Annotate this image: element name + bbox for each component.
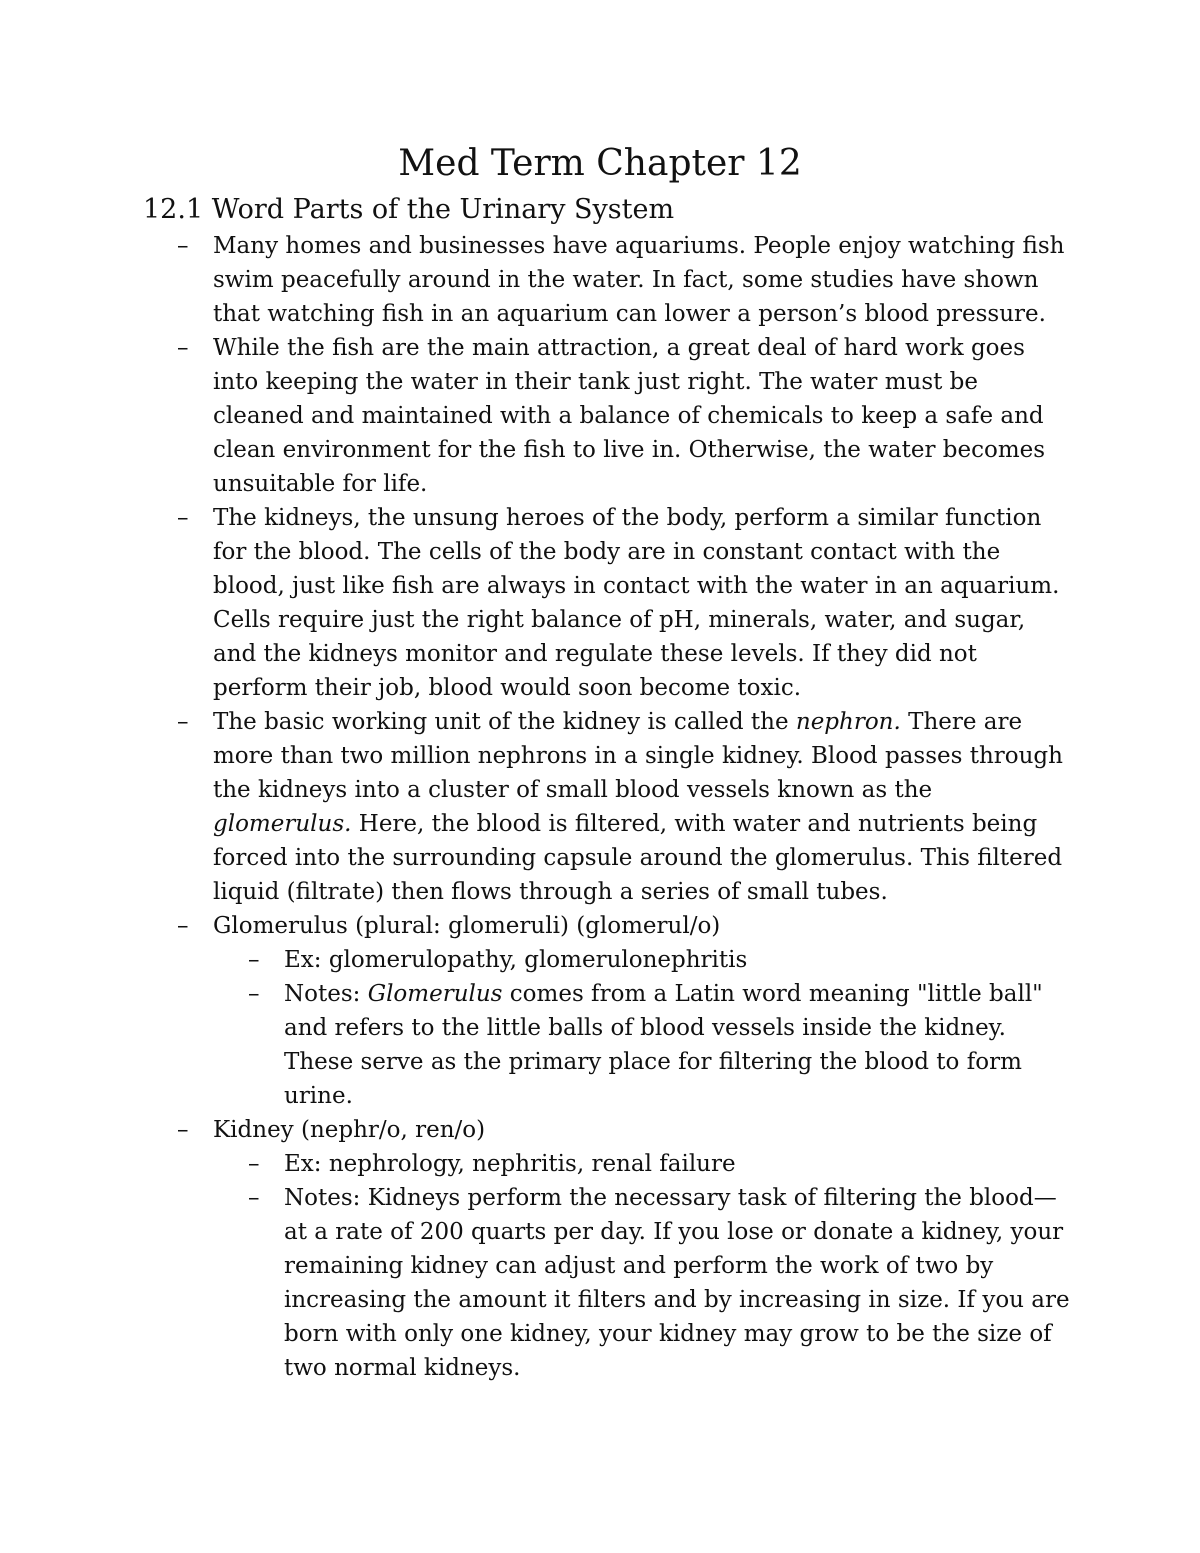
- bullet-dash: –: [248, 1151, 260, 1177]
- text-run: comes from a Latin word meaning "little ball" and refers to the little balls of blood vessels inside the kidney. These serve as the primary place for filtering the blood to form urine.: [284, 981, 1043, 1109]
- list-item: [177, 331, 1073, 501]
- sub-list-item: [248, 977, 1074, 1113]
- list-item-text: Glomerulus (plural: glomeruli) (glomerul/o): [213, 913, 721, 939]
- bullet-dash: –: [177, 335, 189, 361]
- bullet-dash: –: [248, 981, 260, 1007]
- text-run: Here, the blood is filtered, with water and nutrients being forced into the surrounding capsule around the glomerulus. This filtered liquid (filtrate) then flows through a series of small tubes.: [213, 811, 1063, 905]
- bullet-dash: –: [248, 1185, 260, 1211]
- text-run: The basic working unit of the kidney is called the: [213, 709, 796, 735]
- text-run: There are more than two million nephrons in a single kidney. Blood passes through the kidneys into a cluster of small blood vessels known as the: [213, 709, 1063, 803]
- text-run: Notes:: [284, 981, 368, 1007]
- list-item-text: The kidneys, the unsung heroes of the body, perform a similar function for the blood. The cells of the body are in constant contact with the blood, just like fish are always in contact with the water in an aquarium. Cells require just the right balance of pH, minerals, water, and sugar, and the kidneys monitor and regulate these levels. If they did not perform their job, blood would soon become toxic.: [213, 505, 1060, 701]
- sub-list-item: [248, 1181, 1074, 1385]
- list-item-kidney: [177, 1113, 1073, 1147]
- bullet-dash: –: [248, 947, 260, 973]
- bullet-list: [0, 229, 1200, 1385]
- sub-list-item: [248, 1147, 1074, 1181]
- sublist-container: [0, 943, 1200, 1113]
- sub-list-item-text: Ex: nephrology, nephritis, renal failure: [284, 1151, 736, 1177]
- sub-list-item: [248, 943, 1074, 977]
- list-item-text: Many homes and businesses have aquariums. People enjoy watching fish swim peacefully around in the water. In fact, some studies have shown that watching fish in an aquarium can lower a person’s blood pressure.: [213, 233, 1065, 327]
- list-item-text: Kidney (nephr/o, ren/o): [213, 1117, 486, 1143]
- list-item-glomerulus: [177, 909, 1073, 943]
- page-title: Med Term Chapter 12: [398, 143, 802, 184]
- bullet-dash: –: [177, 1117, 189, 1143]
- sub-bullet-list: [0, 943, 1200, 1113]
- list-item-text: [213, 709, 1063, 905]
- term-glomerulus: glomerulus.: [213, 811, 352, 837]
- sublist-container: [0, 1147, 1200, 1385]
- section-heading: 12.1 Word Parts of the Urinary System: [143, 194, 675, 225]
- bullet-dash: –: [177, 913, 189, 939]
- term-nephron: nephron.: [795, 709, 901, 735]
- content-body: [0, 229, 1200, 1385]
- term-glomerulus: Glomerulus: [367, 981, 503, 1007]
- bullet-dash: –: [177, 709, 189, 735]
- sub-bullet-list: [0, 1147, 1200, 1385]
- sub-list-item-text: [284, 981, 1043, 1109]
- list-item-text: While the fish are the main attraction, a great deal of hard work goes into keeping the water in their tank just right. The water must be cleaned and maintained with a balance of chemicals to keep a safe and clean environment for the fish to live in. Otherwise, the water becomes unsuitable for life.: [213, 335, 1046, 497]
- list-item: [177, 501, 1073, 705]
- bullet-dash: –: [177, 505, 189, 531]
- sub-list-item-text: Notes: Kidneys perform the necessary task of filtering the blood—at a rate of 200 quarts per day. If you lose or donate a kidney, your remaining kidney can adjust and perform the work of two by increasing the amount it filters and by increasing in size. If you are born with only one kidney, your kidney may grow to be the size of two normal kidneys.: [284, 1185, 1070, 1381]
- list-item: [177, 705, 1073, 909]
- list-item: [177, 229, 1073, 331]
- sub-list-item-text: Ex: glomerulopathy, glomerulonephritis: [284, 947, 748, 973]
- bullet-dash: –: [177, 233, 189, 259]
